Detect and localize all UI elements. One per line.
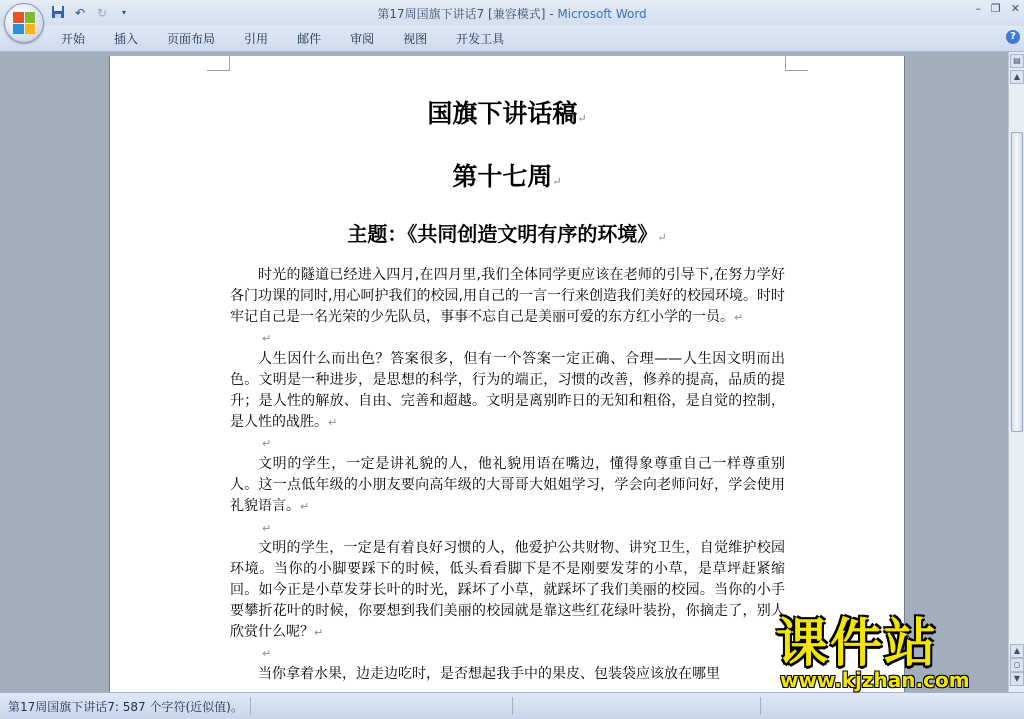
tab-review[interactable]: 审阅 [350,32,375,46]
tab-view[interactable]: 视图 [403,32,428,46]
watermark-brand: 课件站 [776,614,939,674]
paragraph-mark: ↵ [577,112,587,125]
document-title: 第17周国旗下讲话7 [兼容模式] [377,7,546,21]
status-divider [760,697,761,715]
document-heading [110,94,904,130]
paragraph-text: 时光的隧道已经进入四月,在四月里,我们全体同学更应该在老师的引导下,在努力学好各门功课的同时,用心呵护我们的校园,用自己的一言一行来创造我们美好的校园环境。时时牢记自己是一名光荣的少先队员，事事不忘自己是美丽可爱的东方红小学的一员。 [230,267,785,325]
status-word-count[interactable]: 第17周国旗下讲话7: 587 个字符(近似值)。 [8,700,243,714]
document-body [230,265,785,685]
customize-icon[interactable]: ▾ [121,8,126,17]
minimize-button[interactable]: – [975,2,981,15]
office-button[interactable] [4,3,44,43]
empty-paragraph [230,643,785,664]
paragraph-text: 文明的学生，一定是讲礼貌的人，他礼貌用语在嘴边，懂得象尊重自己一样尊重别人。这一点低年级的小朋友要向高年级的大哥哥大姐姐学习，学会向老师问好，学会使用礼貌语言。 [230,456,785,514]
previous-page-icon[interactable]: ▲ [1010,644,1024,658]
paragraph-mark: ↵ [552,175,562,188]
tab-home[interactable]: 开始 [61,32,86,46]
tab-developer[interactable]: 开发工具 [456,32,505,46]
redo-icon[interactable]: ↻ [96,6,108,20]
scroll-up-icon[interactable]: ▲ [1010,70,1024,84]
close-button[interactable]: ✕ [1010,2,1020,15]
document-workspace [0,52,1008,692]
empty-paragraph [230,518,785,539]
theme-text: 主题：《共同创造文明有序的环境》 [347,222,658,246]
undo-icon[interactable]: ↶ [74,6,86,20]
restore-button[interactable]: ❐ [990,2,1001,15]
help-icon[interactable]: ? [1006,30,1020,44]
body-paragraph [230,538,785,643]
heading-text: 国旗下讲话稿 [427,99,578,128]
week-text: 第十七周 [452,162,553,191]
paragraph-mark: ↵ [262,647,272,661]
tab-page-layout[interactable]: 页面布局 [167,32,216,46]
paragraph-mark: ↵ [314,625,324,639]
watermark [768,616,1018,696]
tab-mailings[interactable]: 邮件 [297,32,322,46]
title-bar [0,0,1024,27]
paragraph-mark: ↵ [300,499,310,513]
margin-corner-left [207,56,230,71]
week-heading [110,157,904,193]
document-page[interactable] [110,56,904,692]
ruler-toggle-icon[interactable]: ▤ [1010,54,1024,68]
margin-corner-right [785,56,808,71]
paragraph-text: 文明的学生，一定是有着良好习惯的人，他爱护公共财物、讲究卫生，自觉维护校园环境。当你的小脚要踩下的时候，低头看看脚下是不是刚要发芽的小草，是草坪赶紧缩回。如今正是小草发芽长叶的时光，踩坏了小草，就踩坏了我们美丽的校园。当你的小手要攀折花叶的时候，你要想到我们美丽的校园就是靠这些红花绿叶装扮，你摘走了，别人欣赏什么呢？ [230,540,785,640]
title-separator: - [545,7,558,21]
paragraph-mark: ↵ [262,437,272,451]
paragraph-mark: ↵ [734,310,744,324]
paragraph-mark: ↵ [262,332,272,346]
paragraph-mark: ↵ [657,231,667,244]
status-divider [512,697,513,715]
window-controls [975,2,1020,15]
ribbon-tabs [0,26,1024,52]
tab-insert[interactable]: 插入 [114,32,139,46]
app-name: Microsoft Word [557,7,647,21]
watermark-url: www.kjzhan.com [780,668,970,692]
body-paragraph [230,664,785,685]
paragraph-mark: ↵ [328,415,338,429]
status-bar [0,692,1024,719]
body-paragraph [230,349,785,433]
body-paragraph [230,454,785,517]
status-divider [250,697,251,715]
next-page-icon[interactable]: ▼ [1010,672,1024,686]
scrollbar-thumb[interactable] [1011,132,1023,432]
paragraph-text: 人生因什么而出色？答案很多，但有一个答案一定正确、合理——人生因文明而出色。文明是一种进步，是思想的科学，行为的端正，习惯的改善，修养的提高，品质的提升；是人性的解放、自由、完善和超越。文明是离别昨日的无知和粗俗，是自觉的控制，是人性的战胜。 [230,351,785,430]
paragraph-text: 当你拿着水果，边走边吃时，是否想起我手中的果皮、包装袋应该放在哪里 [258,666,720,683]
empty-paragraph [230,433,785,454]
office-logo-icon [13,12,35,34]
browse-object-icon[interactable]: ○ [1010,658,1024,672]
body-paragraph [230,265,785,328]
tab-list [52,31,524,47]
tab-references[interactable]: 引用 [244,32,269,46]
vertical-scrollbar[interactable] [1008,52,1024,692]
empty-paragraph [230,328,785,349]
window-title [0,5,1024,22]
theme-heading [110,218,904,247]
paragraph-mark: ↵ [262,521,272,535]
